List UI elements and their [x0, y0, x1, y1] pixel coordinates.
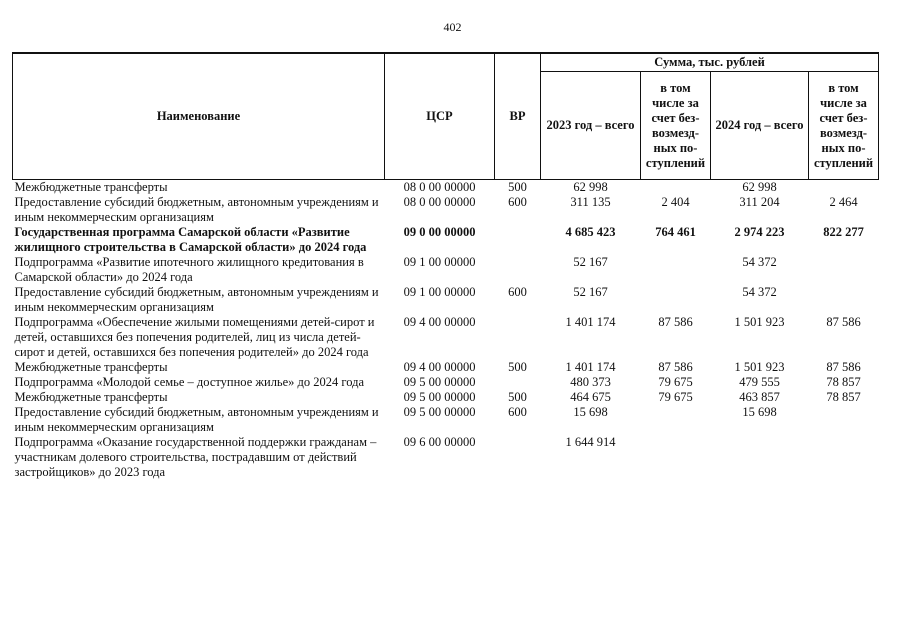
row-2024-free — [809, 285, 879, 315]
row-2023-total: 1 401 174 — [565, 315, 616, 329]
table-header — [13, 53, 879, 180]
row-name: Подпрограмма «Молодой семье – доступное жилье» до 2024 года — [14, 375, 365, 389]
row-vr: 500 — [508, 360, 527, 374]
header-2024-free: в том числе за счет без-возмезд-ных по-ступлений — [809, 72, 879, 180]
row-2024-total: 54 372 — [742, 285, 777, 299]
row-2023-free: 87 586 — [658, 315, 693, 329]
row-vr: 500 — [508, 180, 527, 194]
row-csr: 09 4 00 00000 — [403, 360, 476, 374]
row-name: Государственная программа Самарской области «Развитие жилищного строительства в Самарской области» до 2024 года — [14, 225, 367, 254]
row-2023-free — [641, 435, 711, 480]
row-2024-free: 822 277 — [823, 225, 864, 239]
table-row — [13, 435, 879, 480]
table-row — [13, 180, 879, 196]
row-vr: 600 — [508, 285, 527, 299]
row-name: Межбюджетные трансферты — [14, 360, 168, 374]
header-2024-total: 2024 год – всего — [711, 72, 809, 180]
row-name: Подпрограмма «Оказание государственной поддержки гражданам – участникам долевого строительства, пострадавшим от действий застройщиков» до 2023 года — [14, 435, 377, 479]
table-row — [13, 225, 879, 255]
row-name: Межбюджетные трансферты — [14, 390, 168, 404]
row-2024-free: 87 586 — [826, 315, 861, 329]
row-2024-free: 2 464 — [829, 195, 858, 209]
row-2023-free: 87 586 — [658, 360, 693, 374]
row-vr — [495, 315, 541, 360]
row-2023-free — [641, 405, 711, 435]
row-vr: 600 — [508, 195, 527, 209]
table-row — [13, 375, 879, 390]
table-row — [13, 285, 879, 315]
table-row — [13, 315, 879, 360]
row-2023-free — [641, 285, 711, 315]
row-name: Предоставление субсидий бюджетным, автономным учреждениям и иным некоммерческим организациям — [14, 285, 379, 314]
row-2023-total: 62 998 — [573, 180, 608, 194]
row-csr: 09 1 00 00000 — [403, 285, 476, 299]
row-2023-total: 311 135 — [570, 195, 611, 209]
row-vr — [495, 255, 541, 285]
row-2023-free: 79 675 — [658, 375, 693, 389]
header-vr: ВР — [495, 53, 541, 180]
row-2023-total: 1 644 914 — [565, 435, 616, 449]
row-2024-free — [809, 255, 879, 285]
row-2024-total: 1 501 923 — [734, 315, 785, 329]
row-csr: 09 6 00 00000 — [403, 435, 476, 449]
table-row — [13, 360, 879, 375]
row-2024-free: 78 857 — [826, 375, 861, 389]
row-2024-total: 2 974 223 — [734, 225, 785, 239]
header-sum: Сумма, тыс. рублей — [541, 53, 879, 72]
row-csr: 08 0 00 00000 — [403, 195, 476, 209]
row-2023-free: 2 404 — [661, 195, 690, 209]
header-name: Наименование — [13, 53, 385, 180]
table-row — [13, 405, 879, 435]
row-2024-total: 15 698 — [742, 405, 777, 419]
row-csr: 09 5 00 00000 — [403, 390, 476, 404]
row-2024-free: 87 586 — [826, 360, 861, 374]
row-2023-total: 464 675 — [570, 390, 611, 404]
row-csr: 09 0 00 00000 — [403, 225, 476, 239]
row-2023-free — [641, 180, 711, 196]
row-vr — [495, 225, 541, 255]
row-name: Предоставление субсидий бюджетным, автономным учреждениям и иным некоммерческим организациям — [14, 195, 379, 224]
row-name: Межбюджетные трансферты — [14, 180, 168, 194]
row-2024-free — [809, 405, 879, 435]
row-2024-total — [711, 435, 809, 480]
row-2024-total: 311 204 — [739, 195, 780, 209]
row-2023-total: 4 685 423 — [565, 225, 616, 239]
row-2023-total: 52 167 — [573, 255, 608, 269]
row-2023-total: 15 698 — [573, 405, 608, 419]
row-csr: 09 4 00 00000 — [403, 315, 476, 329]
row-2023-free: 79 675 — [658, 390, 693, 404]
header-csr: ЦСР — [385, 53, 495, 180]
row-vr — [495, 375, 541, 390]
header-2023-free: в том числе за счет без-возмезд-ных по-ступлений — [641, 72, 711, 180]
row-2024-total: 54 372 — [742, 255, 777, 269]
row-vr: 500 — [508, 390, 527, 404]
row-2023-total: 1 401 174 — [565, 360, 616, 374]
row-csr: 08 0 00 00000 — [403, 180, 476, 194]
row-name: Предоставление субсидий бюджетным, автономным учреждениям и иным некоммерческим организациям — [14, 405, 379, 434]
row-2023-total: 52 167 — [573, 285, 608, 299]
row-name: Подпрограмма «Развитие ипотечного жилищного кредитования в Самарской области» до 2024 года — [14, 255, 364, 284]
table-body — [13, 180, 879, 481]
row-2024-free — [809, 435, 879, 480]
row-name: Подпрограмма «Обеспечение жилыми помещениями детей-сирот и детей, оставшихся без попечения родителей, лиц из числа детей-сирот и детей, оставшихся без попечения родителей» до 2024 года — [14, 315, 375, 359]
row-2023-total: 480 373 — [570, 375, 611, 389]
row-csr: 09 5 00 00000 — [403, 405, 476, 419]
row-vr: 600 — [508, 405, 527, 419]
row-2024-total: 62 998 — [742, 180, 777, 194]
page-number: 402 — [443, 20, 462, 34]
row-2024-free — [809, 180, 879, 196]
row-2024-total: 1 501 923 — [734, 360, 785, 374]
table-row — [13, 390, 879, 405]
header-2023-total: 2023 год – всего — [541, 72, 641, 180]
row-csr: 09 5 00 00000 — [403, 375, 476, 389]
row-2023-free — [641, 255, 711, 285]
table-row — [13, 255, 879, 285]
table-row — [13, 195, 879, 225]
row-2024-free: 78 857 — [826, 390, 861, 404]
budget-table — [12, 52, 879, 480]
row-2024-total: 479 555 — [739, 375, 780, 389]
row-vr — [495, 435, 541, 480]
row-csr: 09 1 00 00000 — [403, 255, 476, 269]
row-2023-free: 764 461 — [655, 225, 696, 239]
row-2024-total: 463 857 — [739, 390, 780, 404]
